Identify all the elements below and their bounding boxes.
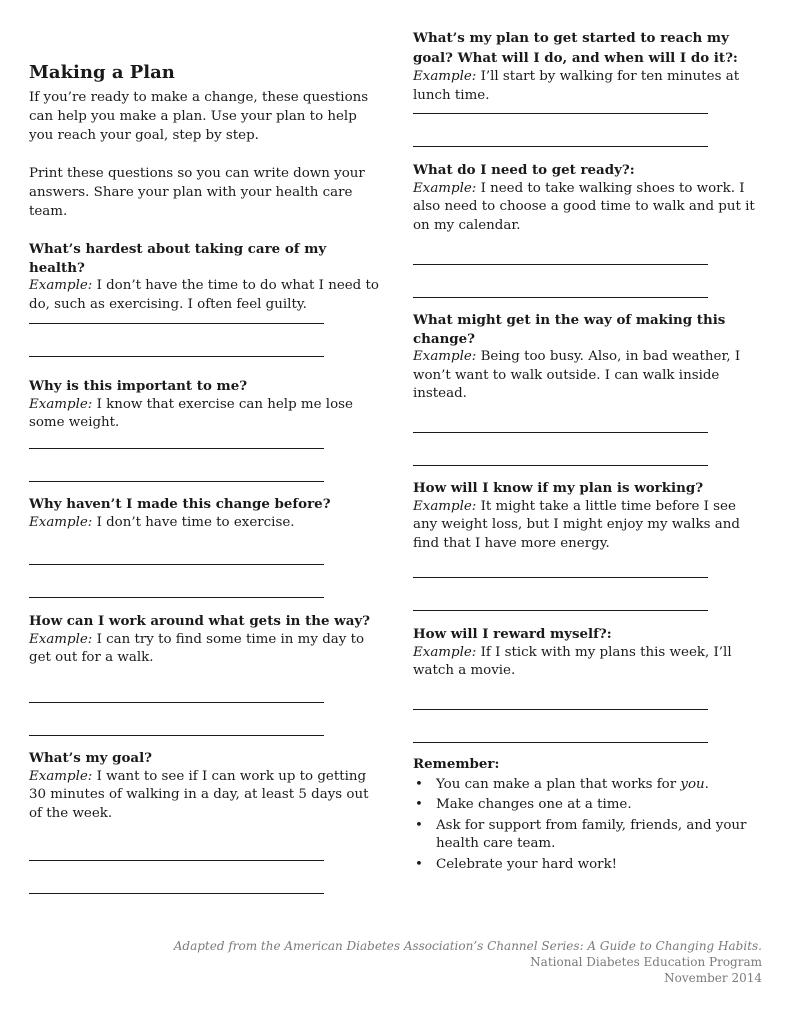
answer-line[interactable] (29, 702, 324, 703)
question-plan-working (413, 479, 763, 553)
question-example: Example: I need to take walking shoes to work. I also need to choose a good time to walk and put it on my calendar. (413, 180, 755, 233)
question-example: Example: I don’t have time to exercise. (29, 514, 295, 530)
question-heading: What do I need to get ready?: (413, 162, 635, 178)
question-why-havent (29, 495, 381, 532)
list-item: • Celebrate your hard work! (415, 856, 618, 872)
question-goal (29, 749, 381, 823)
answer-line[interactable] (29, 597, 324, 598)
page-title: Making a Plan (29, 62, 175, 83)
answer-line[interactable] (29, 893, 324, 894)
question-work-around (29, 612, 381, 668)
question-heading: What’s my goal? (29, 750, 153, 766)
answer-line[interactable] (29, 481, 324, 482)
footer (174, 938, 762, 986)
answer-line[interactable] (413, 465, 708, 466)
footer-date: November 2014 (664, 971, 762, 985)
answer-line[interactable] (29, 860, 324, 861)
answer-line[interactable] (29, 323, 324, 324)
question-example: Example: If I stick with my plans this week, I’ll watch a movie. (413, 644, 732, 678)
question-example: Example: I don’t have the time to do what I need to do, such as exercising. I often feel guilty. (29, 278, 379, 312)
question-heading: How will I reward myself?: (413, 626, 612, 642)
list-item: • Make changes one at a time. (415, 797, 632, 812)
question-get-ready (413, 161, 763, 235)
intro-paragraph-1: If you’re ready to make a change, these questions can help you make a plan. Use your plan to help you reach your goal, step by step. (29, 90, 369, 143)
answer-line[interactable] (413, 297, 708, 298)
answer-line[interactable] (29, 564, 324, 565)
answer-line[interactable] (413, 610, 708, 611)
question-hardest (29, 240, 381, 314)
question-heading: How can I work around what gets in the way? (29, 613, 371, 629)
answer-line[interactable] (413, 113, 708, 114)
answer-line[interactable] (29, 448, 324, 449)
answer-line[interactable] (413, 432, 708, 433)
question-heading: How will I know if my plan is working? (413, 480, 704, 496)
list-item: • Ask for support from family, friends, and your health care team. (415, 817, 747, 851)
question-heading: What’s hardest about taking care of my health? (29, 241, 327, 276)
answer-line[interactable] (413, 577, 708, 578)
question-example: Example: I can try to find some time in my day to get out for a walk. (29, 631, 365, 665)
question-example: Example: Being too busy. Also, in bad weather, I won’t want to walk outside. I can walk inside instead. (413, 349, 741, 401)
question-in-the-way (413, 311, 763, 404)
intro-paragraph-2: Print these questions so you can write down your answers. Share your plan with your health care team. (29, 166, 365, 219)
question-example: Example: It might take a little time before I see any weight loss, but I might enjoy my walks and find that I have more energy. (413, 498, 740, 551)
question-example: Example: I’ll start by walking for ten minutes at lunch time. (413, 69, 740, 103)
question-heading: What’s my plan to get started to reach my goal? What will I do, and when will I do it?: (413, 30, 738, 66)
answer-line[interactable] (413, 742, 708, 743)
remember-heading: Remember: (413, 756, 500, 772)
answer-line[interactable] (413, 709, 708, 710)
question-example: Example: I want to see if I can work up to getting 30 minutes of walking in a day, at least 5 days out of the week. (29, 768, 369, 821)
question-why-important (29, 377, 381, 433)
list-item: • You can make a plan that works for you. (415, 776, 709, 792)
question-plan-start (413, 29, 763, 105)
question-example: Example: I know that exercise can help me lose some weight. (29, 396, 353, 430)
remember-list (413, 776, 763, 875)
answer-line[interactable] (413, 146, 708, 147)
answer-line[interactable] (29, 356, 324, 357)
remember-section (413, 755, 763, 876)
question-heading: What might get in the way of making this change? (413, 312, 726, 347)
answer-line[interactable] (29, 735, 324, 736)
footer-org: National Diabetes Education Program (530, 955, 762, 969)
question-reward (413, 625, 763, 681)
footer-source: Adapted from the American Diabetes Association’s Channel Series: A Guide to Changing Habits. (173, 939, 762, 953)
answer-line[interactable] (413, 264, 708, 265)
question-heading: Why is this important to me? (29, 378, 248, 394)
question-heading: Why haven’t I made this change before? (29, 496, 331, 512)
